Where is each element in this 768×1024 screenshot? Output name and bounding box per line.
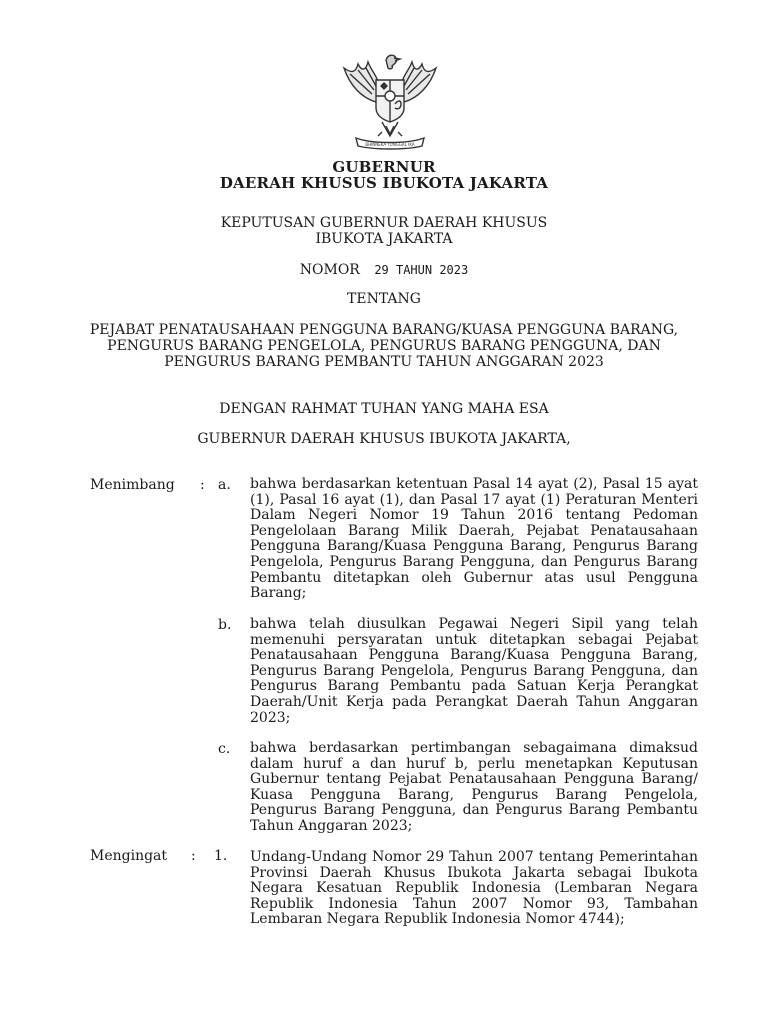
decree-title-line1: KEPUTUSAN GUBERNUR DAERAH KHUSUS	[220, 215, 548, 231]
decree-title-line2: IBUKOTA JAKARTA	[315, 231, 453, 247]
subject-line2: PENGURUS BARANG PENGELOLA, PENGURUS BARANG PENGGUNA, DAN	[107, 338, 661, 354]
garuda-pancasila-emblem	[332, 46, 448, 154]
item-marker-c: c.	[218, 741, 231, 757]
mengingat-item-1: Undang-Undang Nomor 29 Tahun 2007 tentang Pemerintahan Provinsi Daerah Khusus Ibukota Jakarta sebagai Ibukota Negara Kesatuan Republik Indonesia (Lembaran Negara Republik Indonesia Tahun 2007 Nomor 93, Tambahan Lembaran Negara Republik Indonesia Nomor 4744);	[250, 849, 698, 928]
menimbang-colon: :	[200, 477, 205, 493]
document-subtitle: DAERAH KHUSUS IBUKOTA JAKARTA	[219, 174, 549, 192]
subject-line1: PEJABAT PENATAUSAHAAN PENGGUNA BARANG/KUASA PENGGUNA BARANG,	[89, 322, 679, 338]
menimbang-item-b: bahwa telah diusulkan Pegawai Negeri Sipil yang telah memenuhi persyaratan untuk ditetapkan sebagai Pejabat Penatausahaan Pengguna Barang/Kuasa Pengguna Barang, Pengurus Barang Pengelola, Pengurus Barang Pengguna, dan Pengurus Barang Pembantu pada Satuan Kerja Perangkat Daerah/Unit Kerja pada Perangkat Daerah Tahun Anggaran 2023;	[250, 616, 698, 726]
number-label: NOMOR	[299, 262, 360, 278]
document-title: GUBERNUR	[332, 158, 436, 176]
item-marker-1: 1.	[214, 848, 228, 864]
tentang-heading: TENTANG	[347, 291, 421, 307]
menimbang-label: Menimbang	[90, 477, 175, 493]
decree-number	[0, 262, 768, 278]
governor-line: GUBERNUR DAERAH KHUSUS IBUKOTA JAKARTA,	[197, 431, 571, 447]
blessing-line: DENGAN RAHMAT TUHAN YANG MAHA ESA	[219, 401, 549, 417]
mengingat-colon: :	[191, 848, 196, 864]
emblem-motto: BHINNEKA TUNGGAL IKA	[365, 142, 415, 147]
mengingat-label: Mengingat	[90, 848, 168, 864]
subject-line3: PENGURUS BARANG PEMBANTU TAHUN ANGGARAN 2023	[164, 354, 604, 370]
number-value: 29 TAHUN 2023	[374, 263, 469, 277]
menimbang-item-a: bahwa berdasarkan ketentuan Pasal 14 ayat (2), Pasal 15 ayat (1), Pasal 16 ayat (1), dan Pasal 17 ayat (1) Peraturan Menteri Dalam Negeri Nomor 19 Tahun 2016 tentang Pedoman Pengelolaan Barang Milik Daerah, Pejabat Penatausahaan Pengguna Barang/Kuasa Pengguna Barang, Pengurus Barang Pengelola, Pengurus Barang Pengguna, dan Pengurus Barang Pembantu ditetapkan oleh Gubernur atas usul Pengguna Barang;	[250, 476, 698, 602]
menimbang-item-c: bahwa berdasarkan pertimbangan sebagaimana dimaksud dalam huruf a dan huruf b, perlu menetapkan Keputusan Gubernur tentang Pejabat Penatausahaan Pengguna Barang/ Kuasa Pengguna Barang, Pengurus Barang Pengelola, Pengurus Barang Pengguna, dan Pengurus Barang Pembantu Tahun Anggaran 2023;	[250, 740, 698, 834]
item-marker-a: a.	[218, 477, 231, 493]
item-marker-b: b.	[218, 617, 232, 633]
